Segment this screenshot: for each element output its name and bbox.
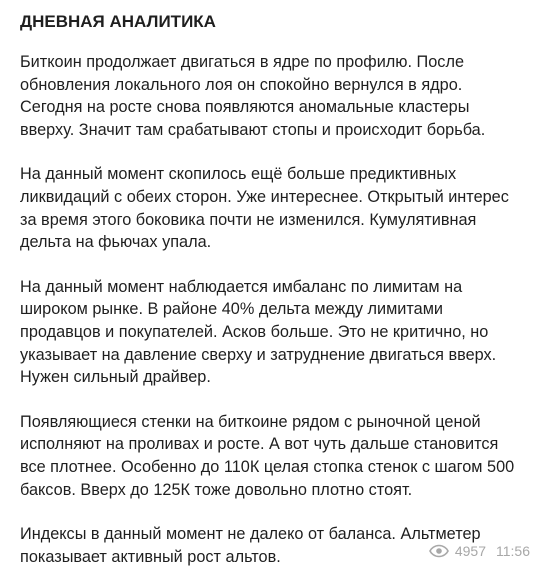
text-line: ликвидаций с обеих сторон. Уже интереснее. Открытый интерес [20,187,509,206]
text-line: вверху. Значит там срабатывают стопы и происходит борьба. [20,120,486,139]
message-time: 11:56 [496,543,530,559]
view-count: 4957 [454,543,486,559]
text-line: Сегодня на росте снова появляются аномальные кластеры [20,98,470,117]
text-line: продавцов и покупателей. Асков больше. Это не критично, но [20,322,489,341]
text-line: На данный момент наблюдается имбаланс по лимитам на [20,277,463,296]
text-line: исполняют на проливах и росте. А вот чуть дальше становится [20,435,499,454]
text-line: баксов. Вверх до 125К тоже довольно плотно стоят. [20,480,413,499]
text-line: все плотнее. Особенно до 110К целая стопка стенок с шагом 500 [20,457,515,476]
text-line: дельта на фьючах упала. [20,233,212,252]
text-line: Появляющиеся стенки на биткоине рядом с рыночной ценой [20,412,481,431]
message-meta [429,543,530,559]
text-line: Биткоин продолжает двигаться в ядре по профилю. После [20,53,464,71]
text-line: указывает на давление сверху и затруднение двигаться вверх. [20,345,497,364]
text-line: за время этого боковика почти не изменился. Кумулятивная [20,210,477,229]
text-line: широком рынке. В районе 40% дельта между лимитами [20,300,444,319]
paragraph-4 [20,411,520,501]
text-line: обновления локального лоя он спокойно вернулся в ядро. [20,75,463,94]
paragraph-1 [20,51,520,141]
eye-icon [429,544,449,558]
post-title: ДНЕВНАЯ АНАЛИТИКА [20,12,216,31]
text-line: Нужен сильный драйвер. [20,368,211,387]
text-line: Индексы в данный момент не далеко от баланса. Альтметер [20,525,481,544]
text-line: На данный момент скопилось ещё больше предиктивных [20,165,457,184]
paragraph-3 [20,276,520,389]
text-line: показывает активный рост альтов. [20,547,281,566]
paragraph-2 [20,163,520,253]
